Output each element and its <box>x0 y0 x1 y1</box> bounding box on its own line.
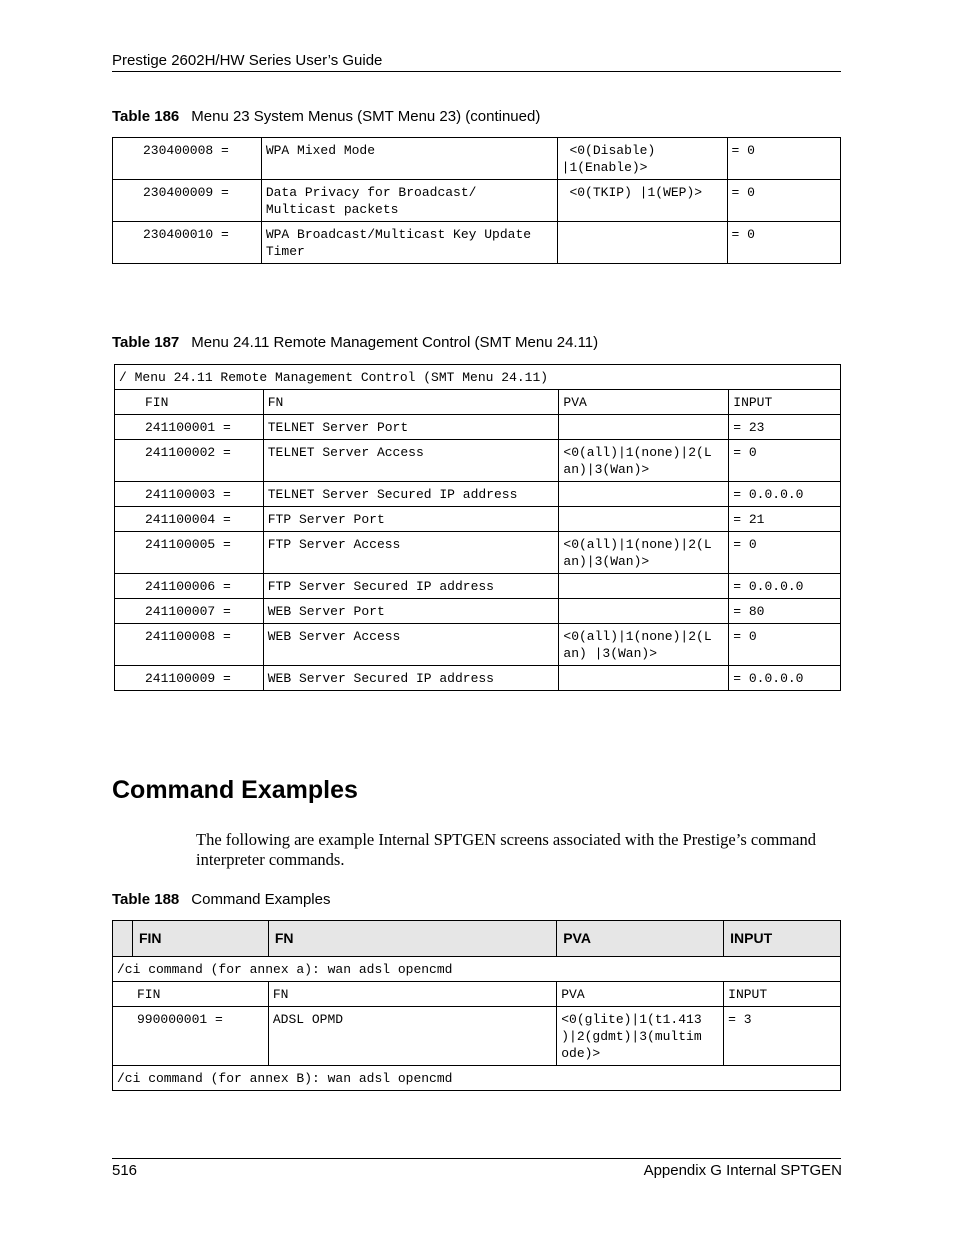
row-fn: FTP Server Port <box>263 507 559 532</box>
pva-line: <0(all)|1(none)|2(L <box>563 537 712 552</box>
column-input: INPUT <box>724 982 841 1007</box>
column-pva: PVA <box>559 390 729 415</box>
table-row <box>115 624 841 666</box>
pva-line: <0(all)|1(none)|2(L <box>563 445 712 460</box>
row-fn: FTP Server Secured IP address <box>263 574 559 599</box>
table-row <box>115 599 841 624</box>
table-row <box>115 532 841 574</box>
pva-line: an) |3(Wan)> <box>563 646 658 661</box>
pva-line: <0(TKIP) |1(WEP)> <box>561 185 703 200</box>
row-fin: 230400009 = <box>113 180 262 222</box>
row-input: = 0 <box>729 532 841 574</box>
row-pva <box>559 415 729 440</box>
section-heading: Command Examples <box>112 776 358 804</box>
row-pva <box>559 599 729 624</box>
table-row <box>115 574 841 599</box>
row-fin: 241100003 = <box>115 482 264 507</box>
table-row <box>113 1007 841 1066</box>
table-187-title: Menu 24.11 Remote Management Control (SMT Menu 24.11) <box>191 334 599 351</box>
row-fin: 241100008 = <box>115 624 264 666</box>
table-187-columns-row <box>115 390 841 415</box>
header-rule <box>112 71 841 72</box>
table-188 <box>112 920 841 1091</box>
pva-line: <0(all)|1(none)|2(L <box>563 629 712 644</box>
fn-line: Data Privacy for Broadcast/ <box>265 185 477 200</box>
table-row <box>115 440 841 482</box>
table-187-label: Table 187 <box>112 334 180 351</box>
row-pva <box>559 574 729 599</box>
row-fn <box>261 180 557 222</box>
table-row <box>113 180 841 222</box>
pva-line: an)|3(Wan)> <box>563 554 650 569</box>
row-fn: WEB Server Port <box>263 599 559 624</box>
page-number: 516 <box>112 1162 138 1179</box>
table-188-caption <box>112 891 330 908</box>
footer-rule <box>112 1158 841 1159</box>
table-188-header-fin: FIN <box>132 921 268 957</box>
footer-section: Appendix G Internal SPTGEN <box>643 1162 842 1179</box>
row-fin: 241100002 = <box>115 440 264 482</box>
row-input: = 80 <box>729 599 841 624</box>
table-row <box>113 138 841 180</box>
row-fin: 241100007 = <box>115 599 264 624</box>
table-187-title-row <box>115 365 841 390</box>
row-pva <box>557 1007 724 1066</box>
row-input: = 0 <box>729 624 841 666</box>
table-row <box>115 666 841 691</box>
section-paragraph: The following are example Internal SPTGEN screens associated with the Prestige’s command interpreter commands. <box>196 830 816 869</box>
row-fin: 241100005 = <box>115 532 264 574</box>
row-input: = 0.0.0.0 <box>729 574 841 599</box>
row-fin: 241100006 = <box>115 574 264 599</box>
table-186 <box>112 137 841 264</box>
row-pva <box>559 624 729 666</box>
row-fn: WEB Server Secured IP address <box>263 666 559 691</box>
row-fin: 990000001 = <box>113 1007 269 1066</box>
annex-b-command: /ci command (for annex B): wan adsl opencmd <box>113 1066 841 1091</box>
column-pva: PVA <box>557 982 724 1007</box>
table-188-columns-row <box>113 982 841 1007</box>
row-fin: 241100009 = <box>115 666 264 691</box>
column-fin: FIN <box>113 982 269 1007</box>
table-188-title: Command Examples <box>191 891 331 908</box>
table-186-label: Table 186 <box>112 108 180 125</box>
row-pva <box>559 482 729 507</box>
row-fn: TELNET Server Port <box>263 415 559 440</box>
table-186-caption <box>112 108 540 125</box>
table-187 <box>114 364 841 691</box>
row-fn: TELNET Server Secured IP address <box>263 482 559 507</box>
row-input: = 21 <box>729 507 841 532</box>
table-187-title-cell: / Menu 24.11 Remote Management Control (SMT Menu 24.11) <box>115 365 841 390</box>
row-input: = 0 <box>727 222 840 264</box>
table-188-annex-a-row <box>113 957 841 982</box>
pva-line: <0(glite)|1(t1.413 <box>561 1012 702 1027</box>
table-188-header-pva: PVA <box>557 921 724 957</box>
column-input: INPUT <box>729 390 841 415</box>
row-input: = 0.0.0.0 <box>729 666 841 691</box>
fn-line: WPA Broadcast/Multicast Key Update <box>265 227 532 242</box>
row-fn: FTP Server Access <box>263 532 559 574</box>
fn-line: Multicast packets <box>265 202 399 217</box>
row-fn: TELNET Server Access <box>263 440 559 482</box>
row-input: = 0 <box>727 180 840 222</box>
table-187-caption <box>112 334 598 351</box>
table-186-title: Menu 23 System Menus (SMT Menu 23) (continued) <box>191 108 541 125</box>
table-188-header-fn: FN <box>268 921 556 957</box>
row-input: = 0 <box>729 440 841 482</box>
row-fin: 241100004 = <box>115 507 264 532</box>
table-188-annex-b-row <box>113 1066 841 1091</box>
row-input: = 3 <box>724 1007 841 1066</box>
row-fin: 230400008 = <box>113 138 262 180</box>
fn-line: WPA Mixed Mode <box>265 143 376 158</box>
running-header: Prestige 2602H/HW Series User’s Guide <box>112 52 383 69</box>
table-row <box>115 482 841 507</box>
row-fn <box>261 138 557 180</box>
row-pva <box>559 440 729 482</box>
table-row <box>113 222 841 264</box>
table-188-header-input: INPUT <box>724 921 841 957</box>
row-input: = 0 <box>727 138 840 180</box>
row-fin: 241100001 = <box>115 415 264 440</box>
table-row <box>115 507 841 532</box>
row-fn: ADSL OPMD <box>268 1007 556 1066</box>
pva-line: )|2(gdmt)|3(multim <box>561 1029 702 1044</box>
pva-line: |1(Enable)> <box>561 160 648 175</box>
fn-line: Timer <box>265 244 305 259</box>
table-188-header-spacer <box>113 921 133 957</box>
row-input: = 0.0.0.0 <box>729 482 841 507</box>
row-pva <box>557 222 727 264</box>
column-fin: FIN <box>115 390 264 415</box>
pva-line: an)|3(Wan)> <box>563 462 650 477</box>
pva-line: <0(Disable) <box>561 143 656 158</box>
table-188-label: Table 188 <box>112 891 180 908</box>
row-pva <box>559 666 729 691</box>
annex-a-command: /ci command (for annex a): wan adsl opencmd <box>113 957 841 982</box>
row-pva <box>559 532 729 574</box>
row-pva <box>557 180 727 222</box>
pva-line: ode)> <box>561 1046 601 1061</box>
column-fn: FN <box>263 390 559 415</box>
row-pva <box>557 138 727 180</box>
row-fn <box>261 222 557 264</box>
row-fn: WEB Server Access <box>263 624 559 666</box>
row-pva <box>559 507 729 532</box>
row-fin: 230400010 = <box>113 222 262 264</box>
row-input: = 23 <box>729 415 841 440</box>
column-fn: FN <box>268 982 556 1007</box>
table-row <box>115 415 841 440</box>
table-188-header-row <box>113 921 841 957</box>
